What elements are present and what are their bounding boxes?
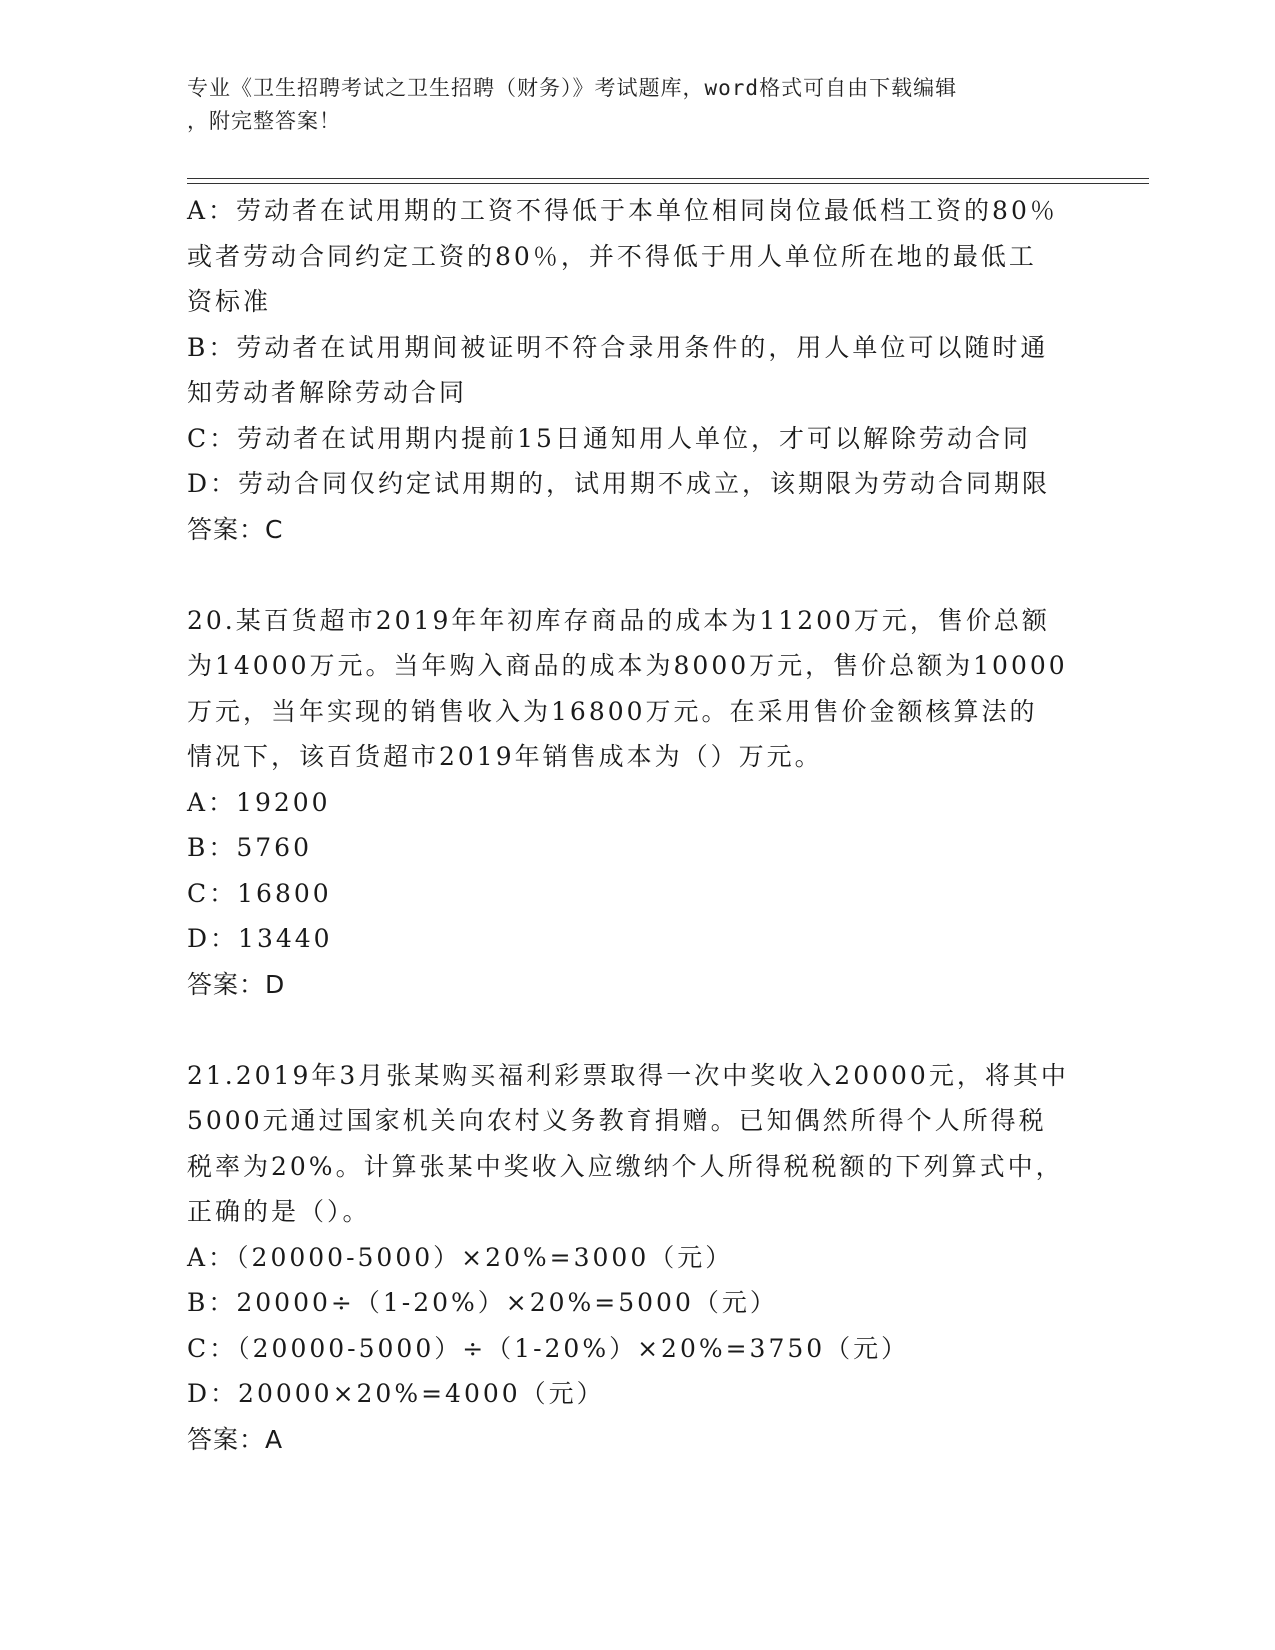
option-line: 或者劳动合同约定工资的80％，并不得低于用人单位所在地的最低工 — [187, 241, 1037, 271]
option-b: B：5760 — [187, 833, 312, 862]
header-divider-bottom — [187, 183, 1149, 184]
option-d — [187, 461, 1087, 507]
question-19 — [187, 188, 1087, 552]
option-a: A：19200 — [187, 787, 331, 817]
header-line-2: ，附完整答案！ — [187, 109, 341, 133]
question-stem-line: 21.2019年3月张某购买福利彩票取得一次中奖收入20000元，将其中 — [187, 1060, 1069, 1090]
option-a — [187, 188, 1087, 325]
option-b: B：20000÷（1-20%）×20%=5000（元） — [187, 1288, 778, 1317]
question-stem-line: 情况下，该百货超市2019年销售成本为（）万元。 — [187, 742, 823, 771]
option-line: B：劳动者在试用期间被证明不符合录用条件的，用人单位可以随时通 — [187, 332, 1049, 362]
option-a: A：（20000-5000）×20%=3000（元） — [187, 1242, 734, 1272]
spacer — [187, 552, 1087, 598]
document-header — [187, 72, 1067, 138]
option-line: A：劳动者在试用期的工资不得低于本单位相同岗位最低档工资的80％ — [187, 196, 1058, 225]
option-c: C：（20000-5000）÷（1-20%）×20%=3750（元） — [187, 1333, 910, 1363]
option-c: C：16800 — [187, 878, 332, 908]
answer-line: 答案：D — [187, 969, 286, 999]
question-21 — [187, 1053, 1087, 1463]
question-stem-line: 税率为20%。计算张某中奖收入应缴纳个人所得税税额的下列算式中， — [187, 1151, 1064, 1181]
option-line: 知劳动者解除劳动合同 — [187, 378, 468, 407]
spacer — [187, 1007, 1087, 1053]
question-stem-line: 5000元通过国家机关向农村义务教育捐赠。已知偶然所得个人所得税 — [187, 1106, 1047, 1135]
option-line: C：劳动者在试用期内提前15日通知用人单位，才可以解除劳动合同 — [187, 423, 1031, 453]
answer-line: 答案：C — [187, 514, 284, 544]
option-line: 资标准 — [187, 287, 272, 316]
question-20 — [187, 598, 1087, 1008]
header-line-1: 专业《卫生招聘考试之卫生招聘（财务）》考试题库，word格式可自由下载编辑 — [187, 76, 958, 100]
option-d: D：13440 — [187, 924, 333, 953]
header-divider-top — [187, 178, 1149, 179]
option-b — [187, 325, 1087, 416]
answer-line: 答案：A — [187, 1424, 284, 1454]
question-stem-line: 为14000万元。当年购入商品的成本为8000万元，售价总额为10000 — [187, 651, 1068, 680]
option-line: D：劳动合同仅约定试用期的，试用期不成立，该期限为劳动合同期限 — [187, 469, 1051, 498]
question-stem-line: 正确的是（）。 — [187, 1197, 371, 1226]
option-d: D：20000×20%=4000（元） — [187, 1379, 605, 1408]
question-stem-line: 20.某百货超市2019年年初库存商品的成本为11200万元，售价总额 — [187, 605, 1050, 635]
option-c — [187, 416, 1087, 462]
document-body — [187, 188, 1087, 1462]
question-stem-line: 万元，当年实现的销售收入为16800万元。在采用售价金额核算法的 — [187, 696, 1038, 726]
